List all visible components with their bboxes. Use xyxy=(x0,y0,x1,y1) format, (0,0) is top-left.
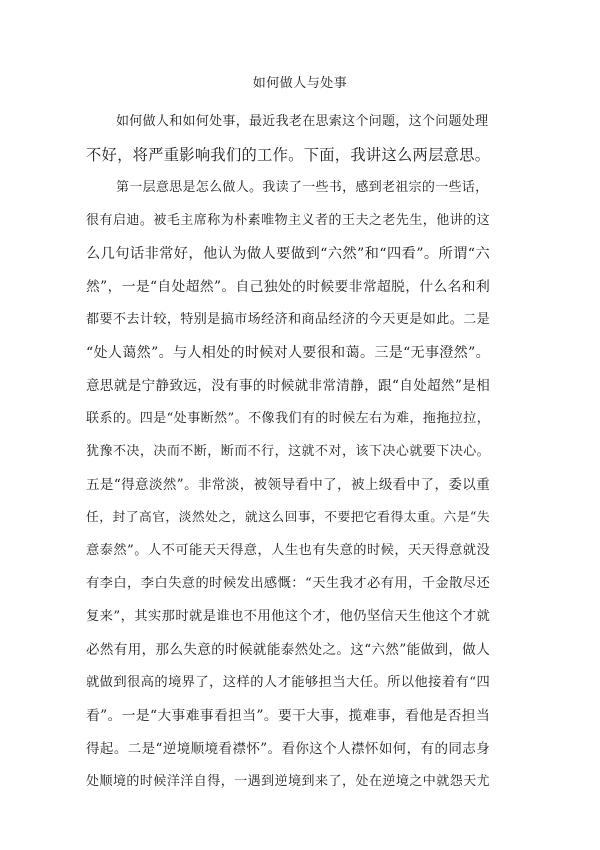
text-line: 不好，将严重影响我们的工作。下面，我讲这么两层意思。 xyxy=(86,146,490,164)
text-line: 意泰然”。人不可能天天得意，人生也有失意的时候，天天得意就没 xyxy=(86,543,490,558)
text-line: 五是“得意淡然”。非常淡，被领导看中了，被上级看中了，委以重 xyxy=(86,477,490,493)
text-line: 犹豫不决，决而不断，断而不行，这就不对，该下决心就要下决心。 xyxy=(86,444,490,459)
text-line: 看”。一是“大事难事看担当”。要干大事，揽难事，看他是否担当 xyxy=(86,708,490,724)
text-line: 很有启迪。被毛主席称为朴素唯物主义者的王夫之老先生，他讲的这 xyxy=(86,213,490,228)
document-title: 如何做人与处事 xyxy=(252,76,348,91)
text-line: 有李白，李白失意的时候发出感慨：“天生我才必有用，千金散尽还 xyxy=(86,576,490,591)
text-line: 处顺境的时候洋洋自得，一遇到逆境到来了，处在逆境之中就怨天尤 xyxy=(86,774,490,789)
text-line: 么几句话非常好，他认为做人要做到“六然”和“四看”。所谓“六 xyxy=(86,246,490,262)
text-line: 然”，一是“自处超然”。自己独处的时候要非常超脱，什么名和利 xyxy=(86,279,490,295)
text-line: 复来”，其实那时就是谁也不用他这个才，他仍坚信天生他这个才就 xyxy=(86,609,490,624)
text-line: 联系的。四是“处事断然”。不像我们有的时候左右为难，拖拖拉拉， xyxy=(86,411,490,426)
text-line: 都要不去计较，特别是搞市场经济和商品经济的今天更是如此。二是 xyxy=(86,312,490,327)
text-line: 得起。二是“逆境顺境看襟怀”。看你这个人襟怀如何，有的同志身 xyxy=(86,741,490,757)
text-line: 意思就是宁静致远，没有事的时候就非常清静，跟“自处超然”是相 xyxy=(86,378,490,394)
text-line: 如何做人和如何处事，最近我老在思索这个问题，这个问题处理 xyxy=(116,114,489,129)
text-line: 必然有用，那么失意的时候就能泰然处之。这“六然”能做到，做人 xyxy=(86,642,490,658)
text-line: 任，封了高官，淡然处之，就这么回事，不要把它看得太重。六是“失 xyxy=(86,510,490,525)
text-line: 第一层意思是怎么做人。我读了一些书，感到老祖宗的一些话， xyxy=(116,180,489,195)
text-line: 就做到很高的境界了，这样的人才能够担当大任。所以他接着有“四 xyxy=(86,675,490,690)
text-line: “处人蔼然”。与人相处的时候对人要很和蔼。三是“无事澄然”。 xyxy=(86,345,490,361)
